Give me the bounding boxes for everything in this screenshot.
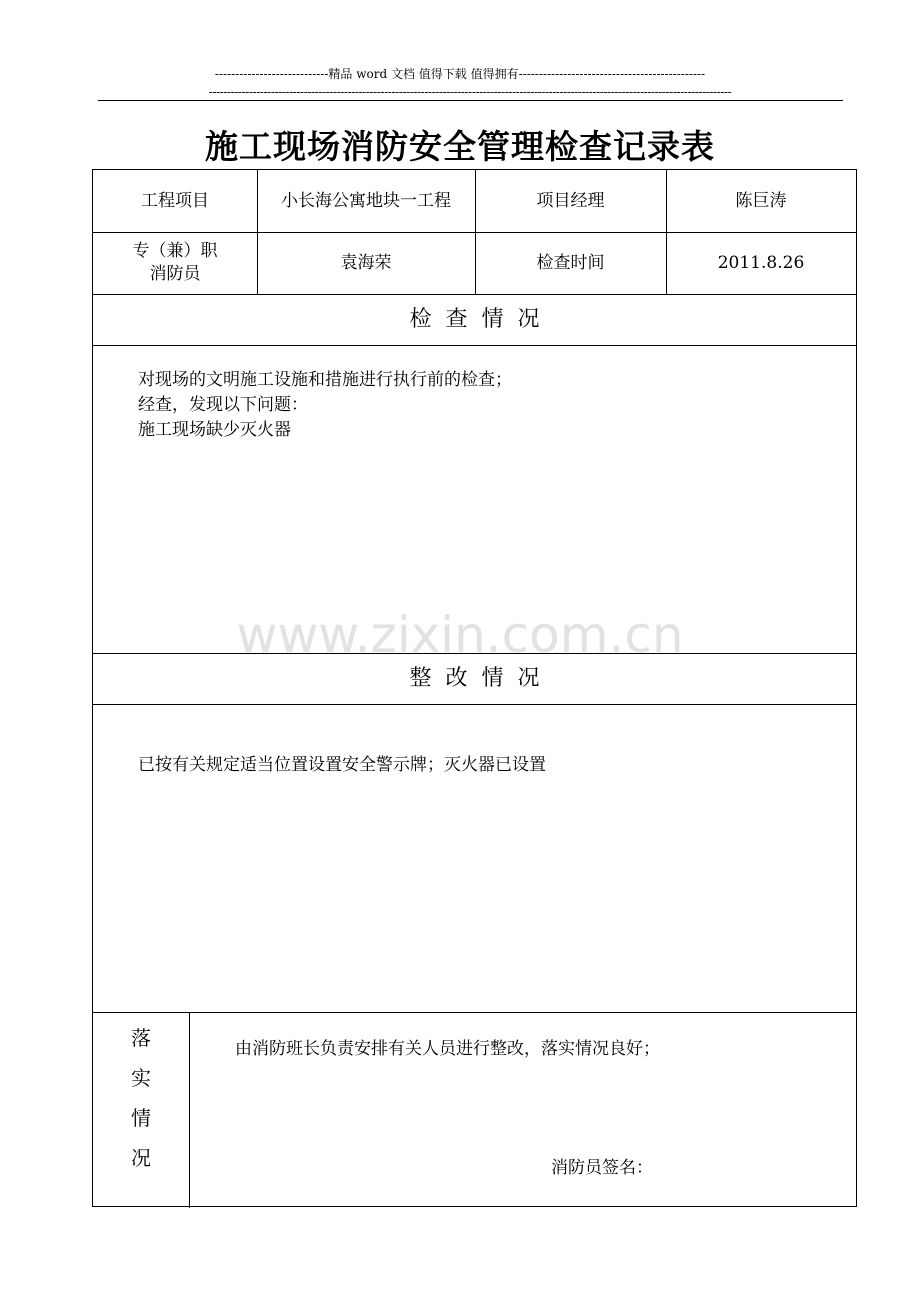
check-time-value: 2011.8.26 — [717, 252, 805, 273]
inspection-line: 经查，发现以下问题： — [138, 395, 308, 415]
label-manager: 项目经理 — [536, 190, 605, 211]
implementation-label-char: 情 — [131, 1106, 151, 1130]
header-banner-text: ----------------------------精品 word 文档 值得下载 值得拥有---------------------------------------------- — [214, 67, 706, 81]
rectification-content: 已按有关规定适当位置设置安全警示牌；灭火器已设置 — [138, 755, 546, 775]
implementation-label — [93, 1018, 189, 1178]
label-project: 工程项目 — [141, 190, 209, 211]
manager-name: 陈巨涛 — [735, 190, 787, 211]
watermark: www.zixin.com.cn — [236, 606, 684, 664]
column-divider — [189, 1012, 190, 1208]
label-fireman — [93, 232, 257, 294]
row-divider — [93, 704, 856, 705]
implementation-content: 由消防班长负责安排有关人员进行整改，落实情况良好； — [235, 1039, 660, 1059]
inspection-line: 对现场的文明施工设施和措施进行执行前的检查； — [138, 370, 512, 390]
label-fireman-line1: 专（兼）职 — [132, 241, 218, 261]
inspection-heading: 检 查 情 况 — [409, 307, 540, 332]
implementation-label-char: 落 — [131, 1026, 151, 1050]
row-divider — [93, 345, 856, 346]
implementation-label-char: 况 — [131, 1146, 151, 1170]
row-divider — [93, 1012, 856, 1013]
header-rule — [98, 100, 843, 101]
label-check-time: 检查时间 — [536, 252, 605, 273]
page-title: 施工现场消防安全管理检查记录表 — [205, 127, 715, 166]
inspection-line: 施工现场缺少灭火器 — [138, 420, 291, 440]
label-fireman-line2: 消防员 — [149, 264, 201, 284]
inspection-content — [138, 368, 512, 443]
record-table — [92, 169, 857, 1207]
project-name: 小长海公寓地块一工程 — [281, 190, 451, 211]
implementation-label-char: 实 — [131, 1066, 151, 1090]
fireman-name: 袁海荣 — [340, 252, 392, 273]
signature-label: 消防员签名： — [551, 1158, 653, 1178]
rectification-heading: 整 改 情 况 — [409, 666, 540, 691]
header-dashed-line: ----------------------------------------------------------------------------------------------------------------------------------------------- — [208, 85, 732, 99]
